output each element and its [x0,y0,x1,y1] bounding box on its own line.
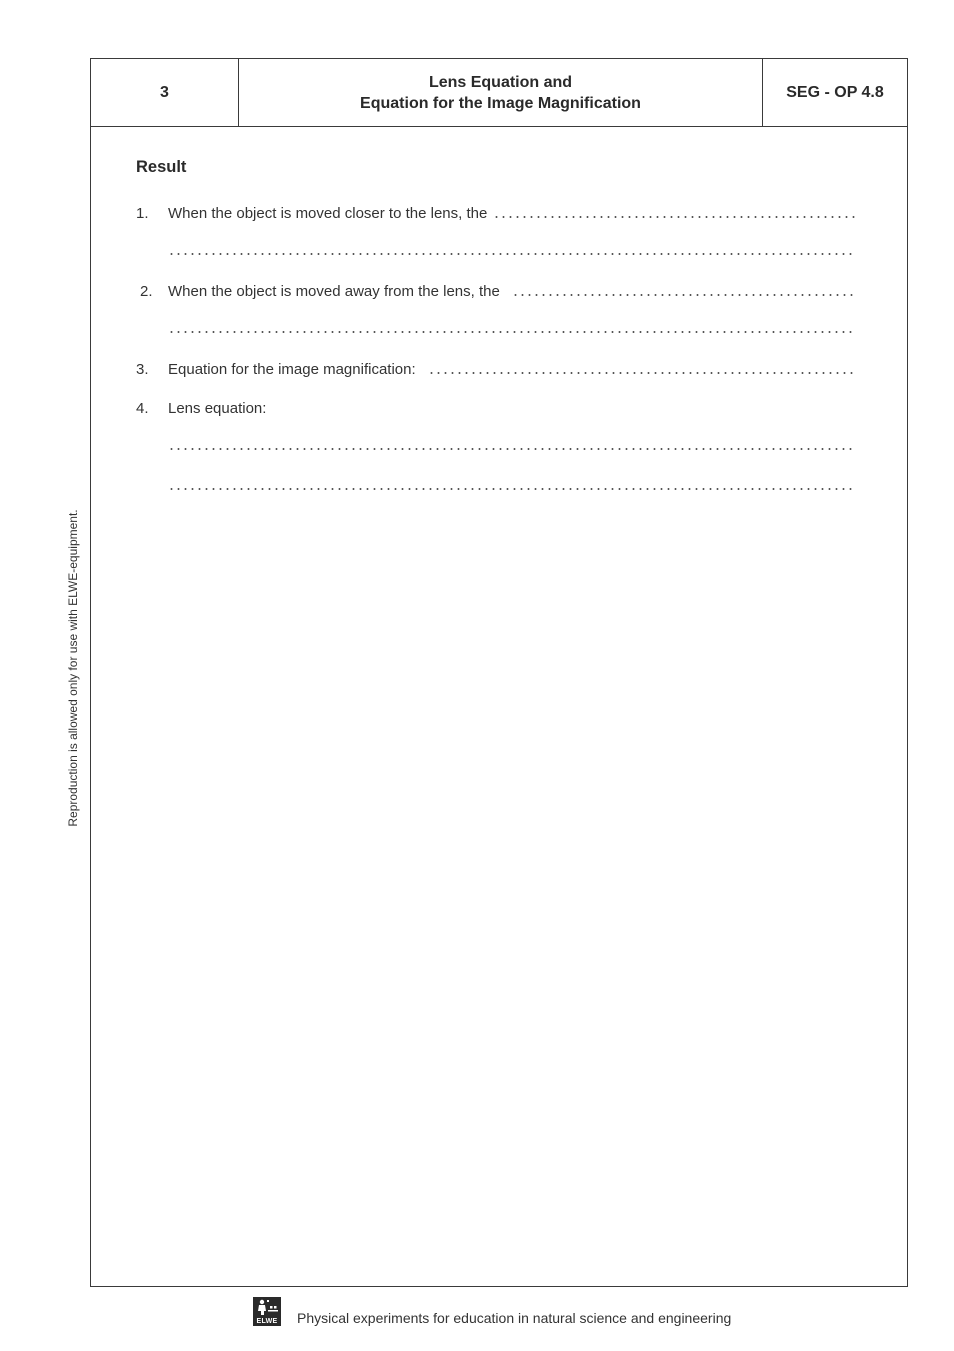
item-number: 2. [140,283,153,300]
item-text: Lens equation: [168,400,267,417]
reproduction-notice-text: Reproduction is allowed only for use with ELWE-equipment. [66,509,80,827]
logo-label: ELWE [256,1318,278,1325]
result-heading: Result [136,158,187,176]
answer-dotted-line[interactable] [168,488,855,490]
item-number: 1. [136,205,149,222]
answer-dotted-line[interactable] [168,331,855,333]
answer-dotted-line[interactable] [512,294,855,296]
answer-dotted-line[interactable] [168,253,855,255]
header-table [91,59,907,127]
item-text: When the object is moved away from the lens, the [168,283,500,300]
experimenter-icon [256,1299,278,1315]
footer [253,1297,731,1326]
experiment-code: SEG - OP 4.8 [786,83,884,101]
item-number: 3. [136,361,149,378]
elwe-logo [253,1297,281,1326]
result-item-3 [136,356,855,378]
worksheet-title [239,59,763,126]
answer-dotted-line[interactable] [428,372,855,374]
item-text: When the object is moved closer to the lens, the [168,205,488,222]
title-line-2: Equation for the Image Magnification [360,94,641,112]
result-item-1 [136,200,855,222]
worksheet-frame [90,58,908,1287]
footer-tagline: Physical experiments for education in natural science and engineering [297,1310,732,1326]
answer-dotted-line[interactable] [493,216,855,218]
result-item-2 [136,278,855,300]
item-text: Equation for the image magnification: [168,361,416,378]
title-line-1: Lens Equation and [428,73,573,91]
item-number: 4. [136,400,149,417]
answer-dotted-line[interactable] [168,448,855,450]
page-number: 3 [91,59,239,126]
result-item-4 [136,395,855,417]
